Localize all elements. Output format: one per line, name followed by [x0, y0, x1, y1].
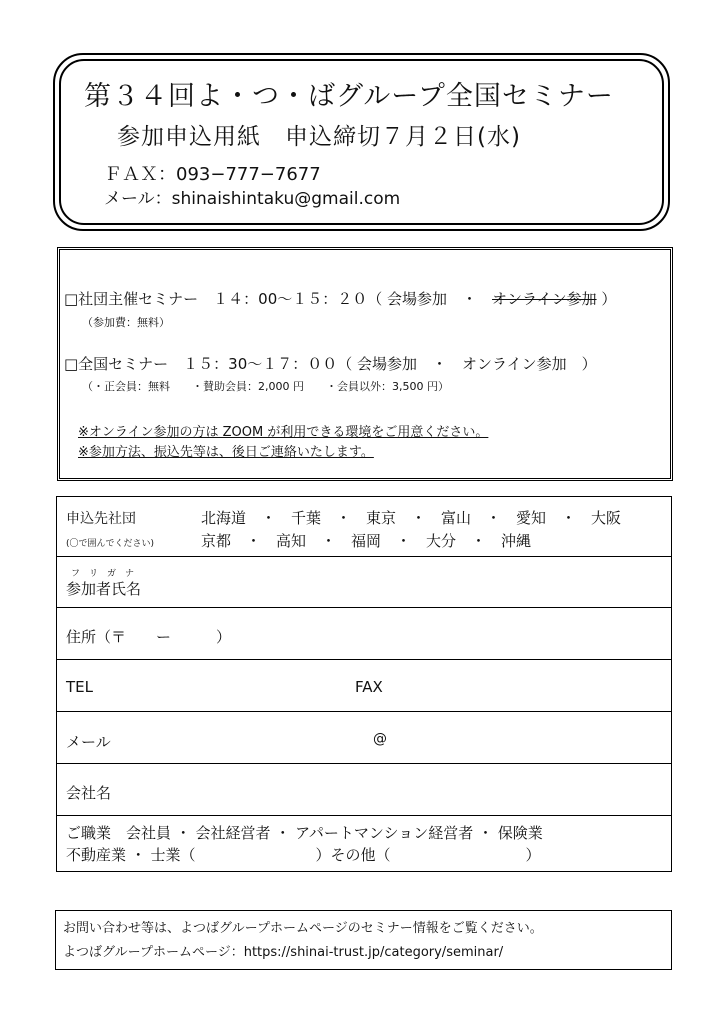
zoom-note: ※オンライン参加の方は ZOOM が利用できる環境をご用意ください。	[78, 425, 489, 440]
occupation-options-row-2[interactable]: 不動産業 ・ 士業（ ）その他（ ）	[66, 846, 541, 864]
contact-email[interactable]: メール：shinaishintaku@gmail.com	[104, 189, 401, 209]
org-hint: (〇で囲んでください)	[66, 539, 155, 549]
seminar-1-online-struck: オンライン参加	[492, 290, 597, 308]
address-field[interactable]: 住所（〒 ー ）	[66, 628, 232, 646]
seminar-1-option[interactable]	[64, 288, 616, 309]
email-at-mark: @	[373, 731, 387, 747]
row-divider	[57, 607, 671, 608]
row-divider	[57, 659, 671, 660]
seminar-1-fee: （参加費：無料）	[82, 316, 170, 329]
fax-field[interactable]: FAX	[355, 678, 383, 696]
occupation-options-row-1[interactable]: ご職業 会社員 ・ 会社経営者 ・ アパートマンション経営者 ・ 保険業	[66, 824, 543, 842]
org-label: 申込先社団	[66, 511, 136, 527]
tel-field[interactable]: TEL	[66, 678, 93, 696]
row-divider	[57, 556, 671, 557]
name-furigana: フ リ ガ ナ	[71, 569, 135, 579]
row-divider	[57, 711, 671, 712]
seminar-1-close: ）	[596, 290, 617, 308]
company-field[interactable]: 会社名	[66, 784, 112, 802]
payment-note: ※参加方法、振込先等は、後日ご連絡いたします。	[78, 445, 374, 460]
form-subtitle: 参加申込用紙 申込締切７月２日(水)	[117, 124, 521, 150]
org-options-row-1[interactable]: 北海道 ・ 千葉 ・ 東京 ・ 富山 ・ 愛知 ・ 大阪	[201, 509, 622, 527]
homepage-url[interactable]: よつばグループホームページ：https://shinai-trust.jp/category/seminar/	[63, 945, 504, 960]
org-options-row-2[interactable]: 京都 ・ 高知 ・ 福岡 ・ 大分 ・ 沖縄	[201, 532, 532, 550]
seminar-2-fee: （・正会員：無料 ・賛助会員：2,000 円 ・会員以外：3,500 円）	[82, 380, 449, 393]
participant-name-field[interactable]: 参加者氏名	[66, 580, 142, 598]
inquiry-text: お問い合わせ等は、よつばグループホームページのセミナー情報をご覧ください。	[63, 921, 543, 936]
seminar-2-option[interactable]: □全国セミナー １５：30〜１７：００（ 会場参加 ・ オンライン参加 ）	[64, 355, 597, 373]
row-divider	[57, 763, 671, 764]
email-field[interactable]: メール	[66, 733, 111, 751]
row-divider	[57, 815, 671, 816]
fax-number: ＦＡＸ：093−777−7677	[104, 164, 321, 185]
seminar-title: 第３４回よ・つ・ばグループ全国セミナー	[84, 81, 614, 112]
seminar-1-text: □社団主催セミナー １４：00〜１５：２０（ 会場参加 ・	[64, 290, 493, 308]
